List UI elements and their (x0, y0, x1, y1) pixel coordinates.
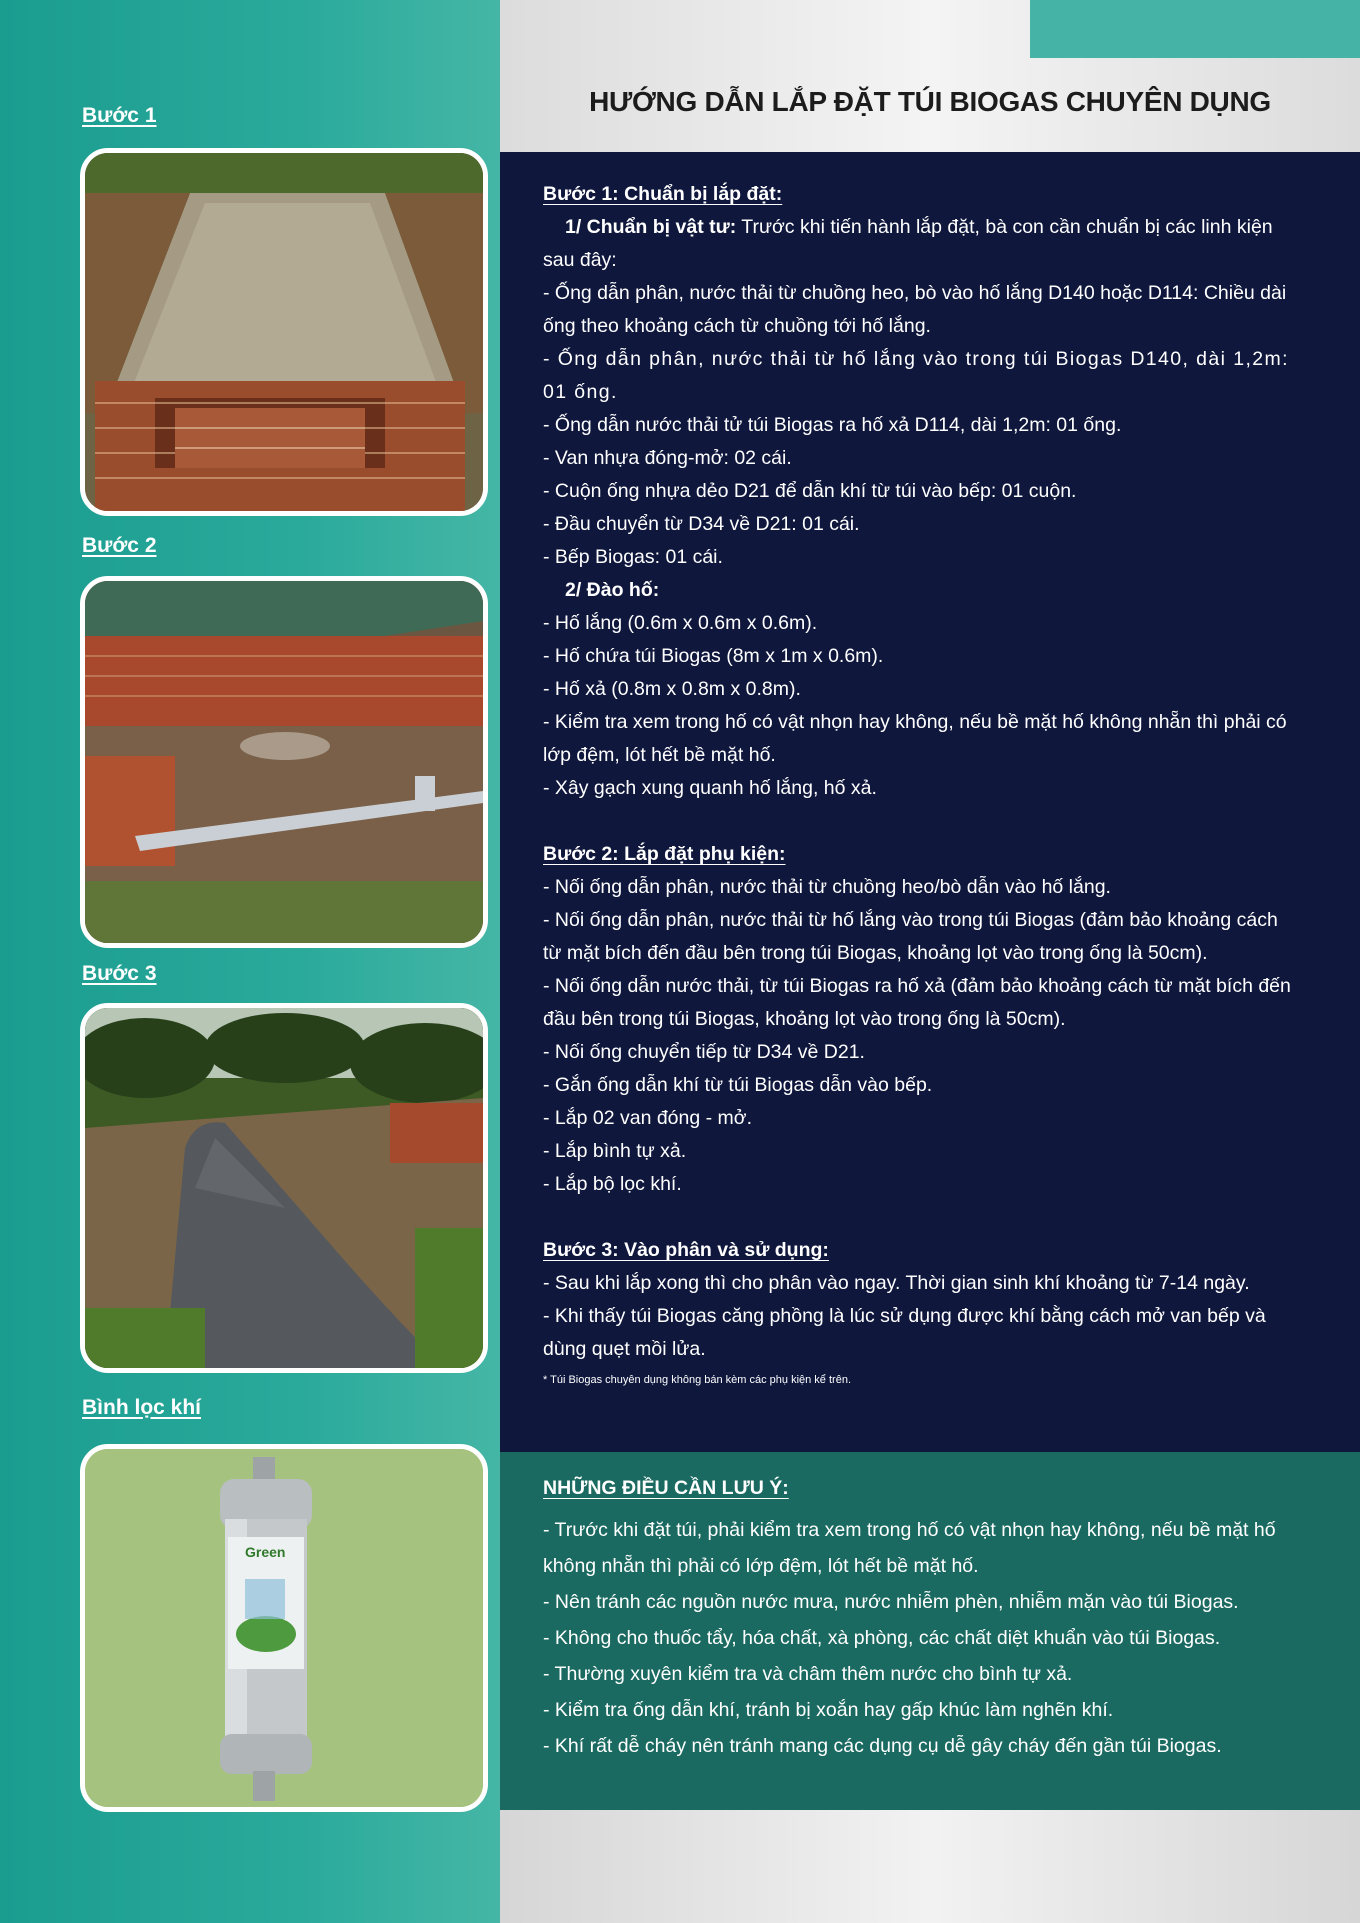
notes-title: NHỮNG ĐIỀU CẦN LƯU Ý: (543, 1477, 789, 1499)
list-item: - Xây gạch xung quanh hố lắng, hố xả. (543, 777, 877, 799)
note-item: - Nên tránh các nguồn nước mưa, nước nhiễm phèn, nhiễm mặn vào túi Biogas. (543, 1591, 1239, 1613)
list-item: - Nối ống dẫn phân, nước thải từ hố lắng vào trong túi Biogas (đảm bảo khoảng cách từ mặt bích đến đầu bên trong túi Biogas, khoảng lọt vào trong ống là 50cm). (543, 909, 1278, 964)
filter-photo (80, 1444, 488, 1812)
list-item: - Van nhựa đóng-mở: 02 cái. (543, 447, 792, 469)
list-item: - Gắn ống dẫn khí từ túi Biogas dẫn vào bếp. (543, 1074, 933, 1096)
instructions-content (543, 178, 1293, 1390)
note-item: - Thường xuyên kiểm tra và châm thêm nước cho bình tự xả. (543, 1663, 1073, 1685)
step1-photo (80, 148, 488, 516)
list-item: - Nối ống dẫn nước thải, từ túi Biogas ra hố xả (đảm bảo khoảng cách từ mặt bích đến đầu bên trong túi Biogas, khoảng lọt vào trong ống là 50cm). (543, 975, 1291, 1030)
biogas-bag-illustration (85, 1008, 483, 1368)
step1-sub1 (543, 211, 1293, 277)
list-item: - Nối ống dẫn phân, nước thải từ chuồng heo/bò dẫn vào hố lắng. (543, 876, 1111, 898)
list-item: - Hố xả (0.8m x 0.8m x 0.8m). (543, 678, 801, 700)
step1-sub1-intro: Trước khi tiến hành lắp đặt, bà con cần chuẩn bị các linh kiện sau đây: (543, 216, 1273, 271)
step3-label: Bước 3 (82, 962, 157, 985)
gas-filter-illustration (85, 1449, 483, 1807)
list-item: - Lắp bộ lọc khí. (543, 1173, 682, 1195)
list-item: - Khi thấy túi Biogas căng phồng là lúc sử dụng được khí bằng cách mở van bếp và dùng quẹt mồi lửa. (543, 1305, 1266, 1360)
step1-sub2-title: 2/ Đào hố: (565, 579, 660, 601)
filter-label: Bình lọc khí (82, 1396, 202, 1419)
accent-tab (1030, 0, 1360, 58)
list-item: - Lắp bình tự xả. (543, 1140, 687, 1162)
note-item: - Trước khi đặt túi, phải kiểm tra xem trong hố có vật nhọn hay không, nếu bề mặt hố không nhẵn thì phải có lớp đệm, lót hết bề mặt hố. (543, 1519, 1276, 1577)
list-item: - Cuộn ống nhựa dẻo D21 để dẫn khí từ túi vào bếp: 01 cuộn. (543, 480, 1077, 502)
step3-photo (80, 1003, 488, 1373)
left-column (0, 0, 500, 1923)
footnote: * Túi Biogas chuyên dụng không bán kèm các phụ kiện kể trên. (543, 1374, 851, 1386)
filter-brand-text: Green (245, 1544, 286, 1560)
notes-content (543, 1470, 1293, 1764)
list-item: - Hố lắng (0.6m x 0.6m x 0.6m). (543, 612, 818, 634)
note-item: - Khí rất dễ cháy nên tránh mang các dụng cụ dễ gây cháy đến gần túi Biogas. (543, 1735, 1222, 1757)
step2-title: Bước 2: Lắp đặt phụ kiện: (543, 843, 786, 865)
list-item: - Ống dẫn phân, nước thải từ chuồng heo, bò vào hố lắng D140 hoặc D114: Chiều dài ống theo khoảng cách từ chuồng tới hố lắng. (543, 282, 1287, 337)
note-item: - Không cho thuốc tẩy, hóa chất, xà phòng, các chất diệt khuẩn vào túi Biogas. (543, 1627, 1221, 1649)
footer-band (500, 1810, 1360, 1923)
list-item: - Lắp 02 van đóng - mở. (543, 1107, 752, 1129)
step1-title: Bước 1: Chuẩn bị lắp đặt: (543, 183, 783, 205)
list-item: - Ống dẫn nước thải tử túi Biogas ra hố xả D114, dài 1,2m: 01 ống. (543, 414, 1122, 436)
step2-photo (80, 576, 488, 948)
page-title: HƯỚNG DẪN LẮP ĐẶT TÚI BIOGAS CHUYÊN DỤNG (589, 86, 1271, 117)
list-item: - Nối ống chuyển tiếp từ D34 về D21. (543, 1041, 865, 1063)
list-item: - Kiểm tra xem trong hố có vật nhọn hay không, nếu bề mặt hố không nhẵn thì phải có lớp đệm, lót hết bề mặt hố. (543, 711, 1287, 766)
brick-wall-pipe-illustration (85, 581, 483, 943)
dug-pit-illustration (85, 153, 483, 511)
step1-label: Bước 1 (82, 104, 157, 127)
list-item: - Hố chứa túi Biogas (8m x 1m x 0.6m). (543, 645, 884, 667)
list-item: - Đầu chuyển từ D34 về D21: 01 cái. (543, 513, 860, 535)
list-item: - Ống dẫn phân, nước thải từ hố lắng vào trong túi Biogas D140, dài 1,2m: 01 ống. (543, 348, 1289, 403)
note-item: - Kiểm tra ống dẫn khí, tránh bị xoắn hay gấp khúc làm nghẽn khí. (543, 1699, 1114, 1721)
step1-sub1-title: 1/ Chuẩn bị vật tư: (565, 216, 737, 238)
step2-label: Bước 2 (82, 534, 157, 557)
step3-title: Bước 3: Vào phân và sử dụng: (543, 1239, 829, 1261)
list-item: - Sau khi lắp xong thì cho phân vào ngay. Thời gian sinh khí khoảng từ 7-14 ngày. (543, 1272, 1250, 1294)
list-item: - Bếp Biogas: 01 cái. (543, 546, 723, 568)
